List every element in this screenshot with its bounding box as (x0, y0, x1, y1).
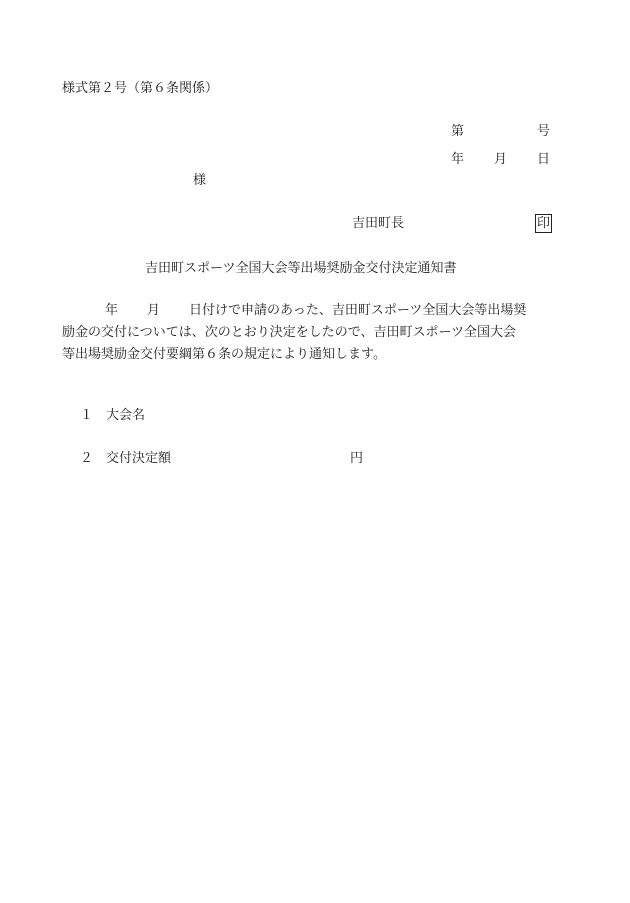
body-year-label: 年 (105, 303, 119, 318)
item-label-grant-amount: 交付決定額 (106, 451, 172, 466)
item-number: ２ (80, 451, 94, 466)
body-line-3: 等出場奨励金交付要綱第６条の規定により通知します。 (62, 347, 386, 362)
body-line-1 (62, 300, 582, 322)
issuer-name: 吉田町長 (352, 216, 405, 231)
document-number-prefix: 第 (451, 124, 465, 139)
seal-mark: 印 (537, 216, 551, 231)
item-number: １ (80, 408, 94, 423)
form-number: 様式第２号（第６条関係） (62, 81, 219, 96)
date-month-label: 月 (494, 152, 508, 167)
currency-unit: 円 (350, 451, 364, 466)
item-label-event-name: 大会名 (106, 408, 146, 423)
date-year-label: 年 (451, 152, 465, 167)
body-month-label: 月 (147, 303, 161, 318)
body-line-1-text: 日付けで申請のあった、吉田町スポーツ全国大会等出場奨 (189, 303, 527, 318)
body-paragraph (62, 300, 582, 366)
document-number-suffix: 号 (537, 124, 551, 139)
body-line-2: 励金の交付については、次のとおり決定をしたので、吉田町スポーツ全国大会 (62, 325, 516, 340)
addressee-honorific: 様 (193, 173, 207, 188)
date-day-label: 日 (537, 152, 551, 167)
document-title: 吉田町スポーツ全国大会等出場奨励金交付決定通知書 (145, 261, 457, 276)
